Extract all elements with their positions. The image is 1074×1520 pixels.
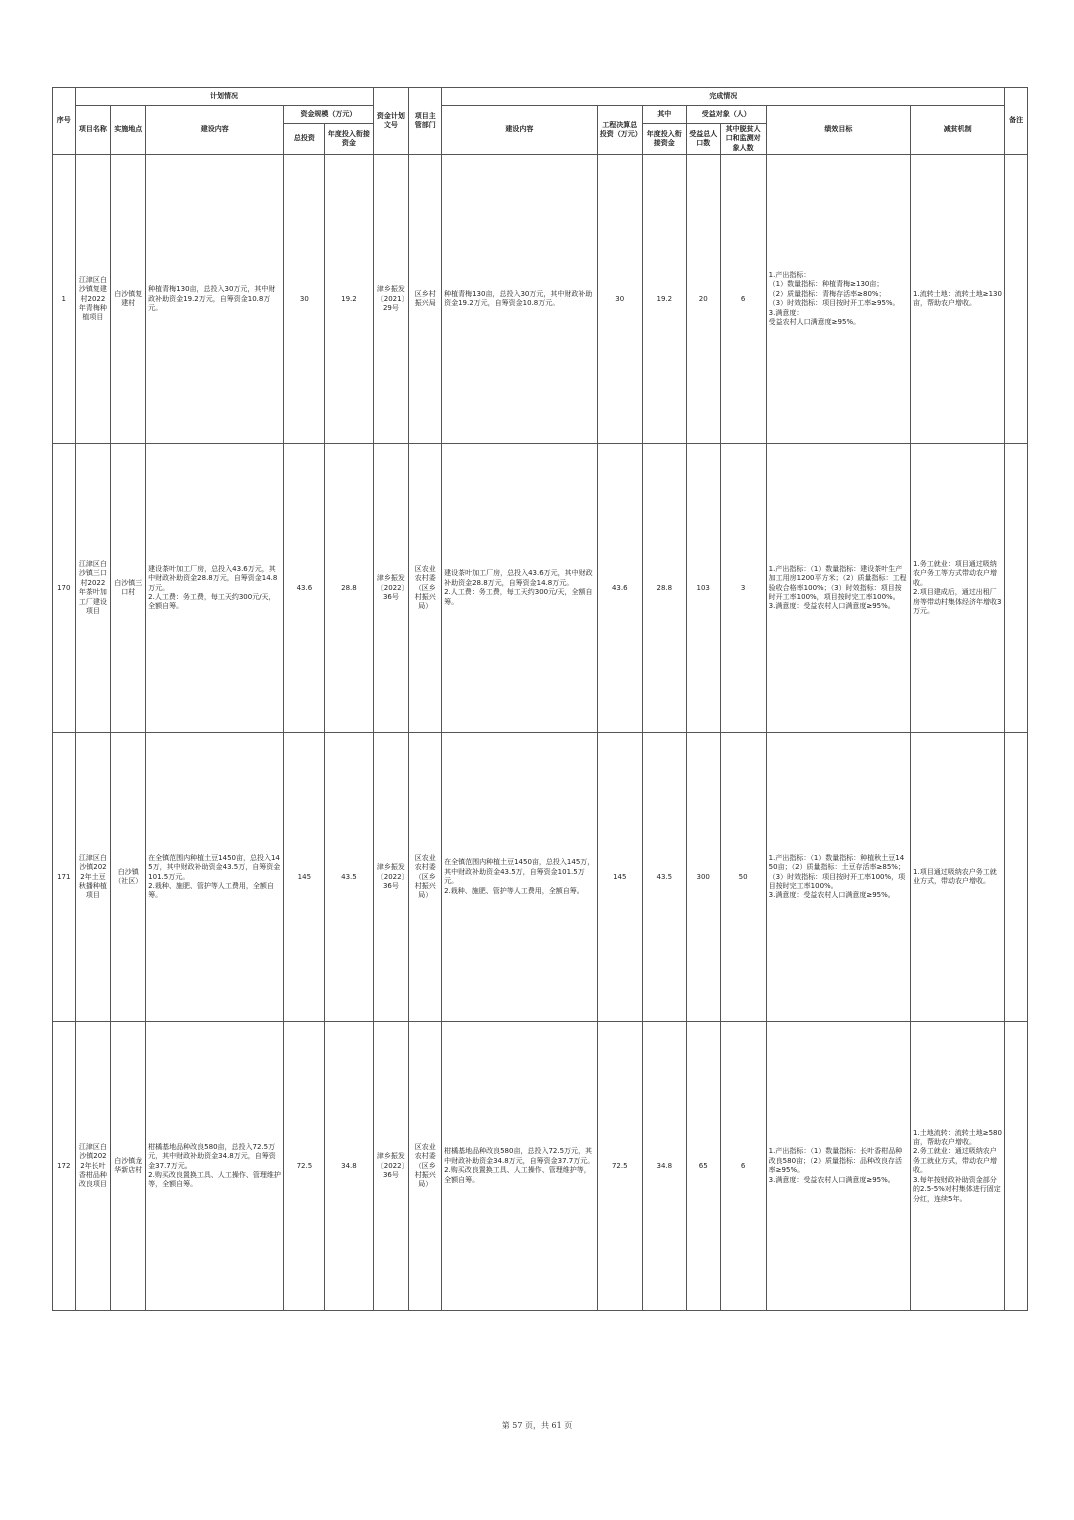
dept-cell: 区农业农村委（区乡村振兴局） <box>409 444 442 733</box>
project-name-cell: 江津区白沙镇2022年长叶香柑品种改良项目 <box>75 1022 111 1311</box>
done-content-cell: 建设茶叶加工厂房，总投入43.6万元，其中财政补助资金28.8万元，自筹资金14.8万元。 2.人工费：务工费，每工天约300元/天，全额自筹。 <box>442 444 598 733</box>
mechanism-cell: 1.流转土地：流转土地≥130亩，帮助农户增收。 <box>911 155 1005 444</box>
settle-cell: 145 <box>597 733 642 1022</box>
remark-cell <box>1005 1022 1028 1311</box>
content-cell: 建设茶叶加工厂房，总投入43.6万元，其中财政补助资金28.8万元，自筹资金14.8万元。 2.人工费：务工费，每工天约300元/天，全额自筹。 <box>146 444 284 733</box>
location-cell: 白沙镇复建村 <box>111 155 146 444</box>
col-project-name-header: 项目名称 <box>75 106 111 155</box>
annual-fund-cell: 34.8 <box>325 1022 373 1311</box>
done-annual-cell: 43.5 <box>642 733 686 1022</box>
location-cell: 白沙镇龙华新店村 <box>111 1022 146 1311</box>
benef-total-cell: 65 <box>686 1022 720 1311</box>
seq-cell: 1 <box>53 155 76 444</box>
table-row <box>53 444 1028 733</box>
col-plan-doc-header: 资金计划文号 <box>373 88 409 155</box>
done-annual-cell: 34.8 <box>642 1022 686 1311</box>
total-invest-cell: 43.6 <box>284 444 325 733</box>
target-cell: 1.产出指标：（1）数量指标：建设茶叶生产加工用房1200平方米；（2）质量指标：工程验收合格率100%；（3）时效指标：项目按时开工率100%，项目按时完工率100%。 3.满意度：受益农村人口满意度≥95%。 <box>766 444 910 733</box>
target-cell: 1.产出指标：（1）数量指标：种植秋土豆1450亩；（2）质量指标：土豆存活率≥85%；（3）时效指标：项目按时开工率100%，项目按时完工率100%。 3.满意度：受益农村人口满意度≥95%。 <box>766 733 910 1022</box>
fund-scale-header: 资金规模（万元） <box>284 106 373 124</box>
col-annual-fund-header: 年度投入衔接资金 <box>325 124 373 155</box>
col-done-content-header: 建设内容 <box>442 106 598 155</box>
benef-poor-cell: 6 <box>720 155 766 444</box>
dept-cell: 区农业农村委（区乡村振兴局） <box>409 733 442 1022</box>
settle-cell: 30 <box>597 155 642 444</box>
total-invest-cell: 30 <box>284 155 325 444</box>
settle-cell: 72.5 <box>597 1022 642 1311</box>
seq-cell: 171 <box>53 733 76 1022</box>
col-settle-header: 工程决算总投资（万元） <box>597 106 642 155</box>
done-content-cell: 在全镇范围内种植土豆1450亩，总投入145万，其中财政补助资金43.5万，自筹资金101.5万元。 2.栽种、施肥、管护等人工费用，全额自筹。 <box>442 733 598 1022</box>
done-group-header: 完成情况 <box>442 88 1005 106</box>
mechanism-cell: 1.务工就业：项目通过吸纳农户务工等方式带动农户增收。 2.项目建成后，通过出租厂房等带动村集体经济年增收3万元。 <box>911 444 1005 733</box>
seq-cell: 172 <box>53 1022 76 1311</box>
benef-total-cell: 20 <box>686 155 720 444</box>
plan-doc-cell: 津乡振发〔2021〕29号 <box>373 155 409 444</box>
content-cell: 在全镇范围内种植土豆1450亩，总投入145万，其中财政补助资金43.5万，自筹资金101.5万元。 2.栽种、施肥、管护等人工费用，全额自筹。 <box>146 733 284 1022</box>
location-cell: 白沙镇三口村 <box>111 444 146 733</box>
benef-poor-cell: 6 <box>720 1022 766 1311</box>
page-footer: 第 57 页，共 61 页 <box>501 1421 573 1430</box>
plan-doc-cell: 津乡振发〔2022〕36号 <box>373 444 409 733</box>
annual-fund-cell: 19.2 <box>325 155 373 444</box>
header-row-1 <box>53 88 1028 106</box>
col-done-annual-header: 年度投入衔接资金 <box>642 124 686 155</box>
total-invest-cell: 72.5 <box>284 1022 325 1311</box>
col-benef-total-header: 受益总人口数 <box>686 124 720 155</box>
benef-total-cell: 300 <box>686 733 720 1022</box>
content-cell: 种植青梅130亩，总投入30万元，其中财政补助资金19.2万元，自筹资金10.8万元。 <box>146 155 284 444</box>
benef-poor-cell: 50 <box>720 733 766 1022</box>
benef-poor-cell: 3 <box>720 444 766 733</box>
content-cell: 柑橘基地品种改良580亩，总投入72.5万元，其中财政补助资金34.8万元，自筹资金37.7万元。 2.购买改良置换工具、人工操作、管理维护等，全额自筹。 <box>146 1022 284 1311</box>
plan-doc-cell: 津乡振发〔2022〕36号 <box>373 1022 409 1311</box>
done-annual-cell: 28.8 <box>642 444 686 733</box>
col-seq-header: 序号 <box>53 88 76 155</box>
col-content-header: 建设内容 <box>146 106 284 155</box>
dept-cell: 区乡村振兴局 <box>409 155 442 444</box>
dept-cell: 区农业农村委（区乡村振兴局） <box>409 1022 442 1311</box>
col-location-header: 实施地点 <box>111 106 146 155</box>
col-remark-header: 备注 <box>1005 88 1028 155</box>
settle-cell: 43.6 <box>597 444 642 733</box>
total-invest-cell: 145 <box>284 733 325 1022</box>
of-which-header: 其中 <box>642 106 686 124</box>
remark-cell <box>1005 733 1028 1022</box>
seq-cell: 170 <box>53 444 76 733</box>
project-name-cell: 江津区白沙镇2022年土豆秋播种植项目 <box>75 733 111 1022</box>
table-row <box>53 155 1028 444</box>
project-name-cell: 江津区白沙镇复建村2022年青梅种植项目 <box>75 155 111 444</box>
done-annual-cell: 19.2 <box>642 155 686 444</box>
remark-cell <box>1005 155 1028 444</box>
col-total-invest-header: 总投资 <box>284 124 325 155</box>
col-dept-header: 项目主管部门 <box>409 88 442 155</box>
col-mechanism-header: 减贫机制 <box>911 106 1005 155</box>
benef-total-cell: 103 <box>686 444 720 733</box>
mechanism-cell: 1.项目通过吸纳农户务工就业方式，带动农户增收。 <box>911 733 1005 1022</box>
table-row <box>53 733 1028 1022</box>
location-cell: 白沙镇（社区） <box>111 733 146 1022</box>
col-target-header: 绩效目标 <box>766 106 910 155</box>
header-row-2 <box>53 106 1028 124</box>
plan-doc-cell: 津乡振发〔2022〕36号 <box>373 733 409 1022</box>
project-report-table <box>52 87 1028 1311</box>
target-cell: 1.产出指标： （1）数量指标：种植青梅≥130亩； （2）质量指标：青梅存活率≥80%； （3）时效指标：项目按时开工率≥95%。 3.满意度： 受益农村人口满意度≥95%。 <box>766 155 910 444</box>
col-benef-poor-header: 其中脱贫人口和监测对象人数 <box>720 124 766 155</box>
mechanism-cell: 1.土地流转：流转土地≥580亩，帮助农户增收。 2.务工就业：通过吸纳农户务工就业方式，带动农户增收。 3.每年按财政补助资金部分的2.5-5%对村集体进行固定分红，连续5年。 <box>911 1022 1005 1311</box>
beneficiary-header: 受益对象（人） <box>686 106 766 124</box>
annual-fund-cell: 28.8 <box>325 444 373 733</box>
done-content-cell: 柑橘基地品种改良580亩，总投入72.5万元，其中财政补助资金34.8万元，自筹资金37.7万元。 2.购买改良置换工具、人工操作、管理维护等，全额自筹。 <box>442 1022 598 1311</box>
plan-group-header: 计划情况 <box>75 88 373 106</box>
table-row <box>53 1022 1028 1311</box>
target-cell: 1.产出指标：（1）数量指标：长叶香柑品种改良580亩；（2）质量指标：品种改良存活率≥95%。 3.满意度：受益农村人口满意度≥95%。 <box>766 1022 910 1311</box>
done-content-cell: 种植青梅130亩，总投入30万元，其中财政补助资金19.2万元，自筹资金10.8万元。 <box>442 155 598 444</box>
remark-cell <box>1005 444 1028 733</box>
annual-fund-cell: 43.5 <box>325 733 373 1022</box>
project-name-cell: 江津区白沙镇三口村2022年茶叶加工厂建设项目 <box>75 444 111 733</box>
